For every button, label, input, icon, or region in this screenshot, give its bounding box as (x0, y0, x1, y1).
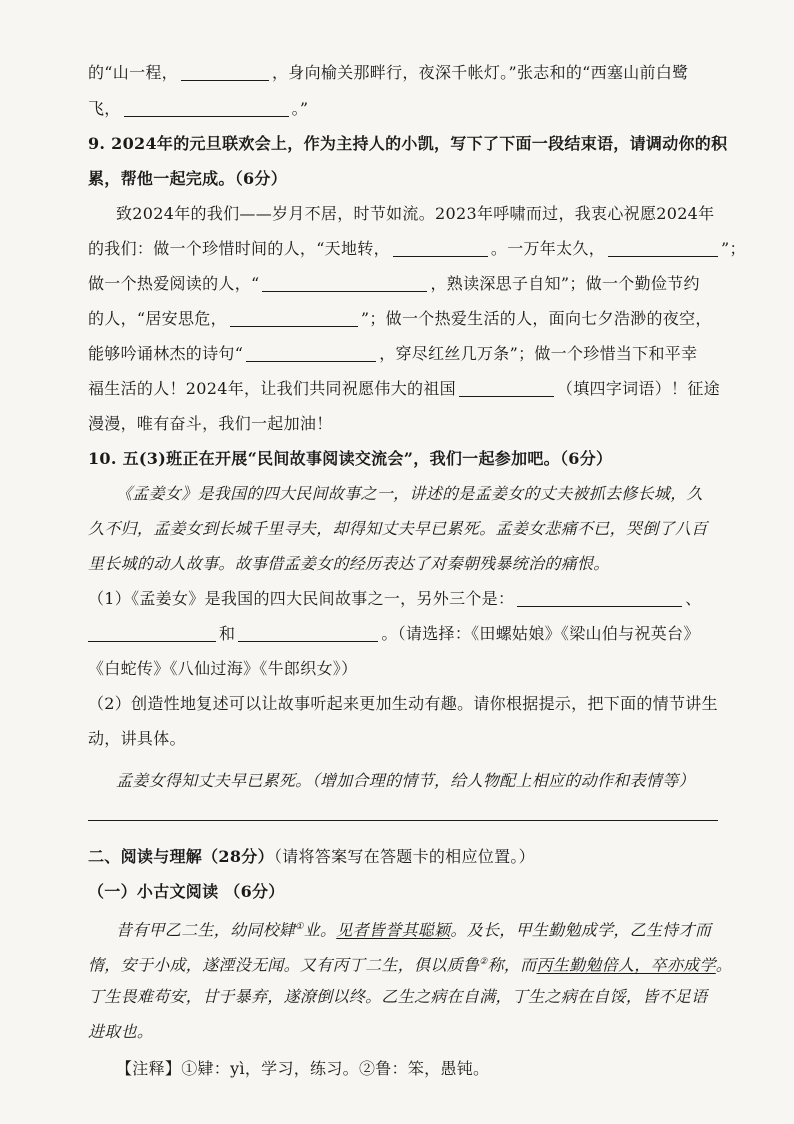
footnote-marker: ① (295, 922, 304, 932)
subsection-heading: （一）小古文阅读 （6分） (88, 882, 285, 901)
q9-paragraph: 致2024年的我们——岁月不居，时节如流。2023年呼啸而过，我衷心祝愿2024年 (116, 204, 715, 223)
story-summary: 里长城的动人故事。故事借孟姜女的经历表达了对秦朝残暴统治的痛恨。 (88, 554, 610, 573)
underlined-sentence: 丙生勤勉倍人，卒亦成学 (536, 955, 716, 975)
text: 。一万年太久， (490, 239, 605, 258)
text: 能够吟诵林杰的诗句“ (88, 344, 244, 363)
q10-heading: 10. 五(3)班正在开展“民间故事阅读交流会”，我们一起参加吧。（6分） (88, 449, 613, 468)
text: ，身向榆关那畔行，夜深千帐灯。”张志和的“西塞山前白鹭 (271, 63, 689, 82)
section-note: （请将答案写在答题卡的相应位置。） (273, 847, 535, 866)
answer-blank[interactable] (238, 625, 378, 642)
q9-line (88, 238, 746, 260)
text: （1）《孟姜女》是我国的四大民间故事之一，另外三个是： (88, 589, 515, 608)
text: 的我们：做一个珍惜时间的人，“天地转， (88, 239, 390, 258)
text: ，熟读深思子自知”；做一个勤俭节约 (430, 274, 700, 293)
underlined-sentence: 见者皆誉其聪颖 (336, 920, 451, 940)
annotation: 【注释】①肄：yì，学习，练习。②鲁：笨，愚钝。 (116, 1059, 490, 1078)
q9-line (88, 343, 728, 365)
answer-line[interactable] (88, 820, 718, 821)
classical-text-line (88, 951, 733, 976)
answer-blank[interactable] (393, 240, 488, 257)
text: 称，而 (487, 955, 537, 975)
q9-heading: 9. 2024年的元旦联欢会上，作为主持人的小凯，写下了下面一段结束语，请调动你的积 (88, 134, 728, 153)
text: 、 (685, 589, 702, 608)
q10-sub1 (88, 588, 728, 610)
text: ”；做一个热爱生活的人，面向七夕浩渺的夜空， (360, 309, 712, 328)
plot-prompt: 孟姜女得知丈夫早已累死。（增加合理的情节，给人物配上相应的动作和表情等） (116, 771, 695, 790)
q10-options: 《白蛇传》《八仙过海》《牛郎织女》） (88, 659, 358, 678)
story-summary: 久不归，孟姜女到长城千里寻夫，却得知丈夫早已累死。孟姜女悲痛不已，哭倒了八百 (88, 519, 708, 538)
answer-blank[interactable] (124, 100, 289, 117)
answer-blank[interactable] (246, 345, 376, 362)
classical-text-line: 丁生畏难苟安，甘于暴弃，遂潦倒以终。乙生之病在自满，丁生之病在自馁，皆不足语 (88, 987, 708, 1006)
text: 。 (715, 955, 733, 975)
text: 福生活的人！2024年，让我们共同祝愿伟大的祖国 (88, 379, 456, 398)
q9-line (88, 308, 728, 330)
classical-text-line: 进取也。 (88, 1022, 154, 1041)
text: ，穿尽红丝几万条”；做一个珍惜当下和平幸 (379, 344, 698, 363)
text: 惰，安于小成，遂湮没无闻。又有丙丁二生，俱以质鲁 (88, 955, 480, 975)
footnote-marker: ② (479, 957, 488, 967)
answer-blank[interactable] (230, 310, 358, 327)
classical-text-line (116, 916, 728, 941)
poem-line-1 (88, 62, 728, 84)
answer-blank[interactable] (262, 275, 427, 292)
text: 的“山一程， (88, 63, 178, 82)
text: 做一个热爱阅读的人，“ (88, 274, 260, 293)
answer-blank[interactable] (608, 240, 718, 257)
q10-sub2-cont: 动，讲具体。 (88, 729, 186, 748)
answer-blank[interactable] (181, 64, 269, 81)
story-summary: 《孟姜女》是我国的四大民间故事之一，讲述的是孟姜女的丈夫被抓去修长城，久 (116, 484, 703, 503)
text: 。（请选择：《田螺姑娘》《梁山伯与祝英台》 (381, 624, 700, 643)
q10-sub1-cont (88, 623, 728, 645)
section-title: 二、阅读与理解（28分） (88, 847, 274, 866)
q9-heading-cont: 累，帮他一起完成。（6分） (88, 169, 288, 188)
text: ”； (721, 239, 746, 258)
poem-line-2 (88, 98, 728, 120)
q9-line: 漫漫，唯有奋斗，我们一起加油！ (88, 414, 333, 433)
answer-blank[interactable] (517, 590, 682, 607)
text: 的人，“居安思危， (88, 309, 227, 328)
text: 飞， (88, 99, 121, 118)
q9-line (88, 273, 728, 295)
text: 。” (291, 99, 309, 118)
section-2-heading (88, 846, 728, 868)
q9-line (88, 378, 728, 400)
text: 业。 (303, 920, 337, 940)
text: 。及长，甲生勤勉成学，乙生恃才而 (450, 920, 712, 940)
answer-blank[interactable] (88, 625, 216, 642)
q10-sub2: （2）创造性地复述可以让故事听起来更加生动有趣。请你根据提示，把下面的情节讲生 (88, 694, 718, 713)
text: 昔有甲乙二生，幼同校肄 (116, 920, 296, 940)
text: 和 (219, 624, 236, 643)
answer-blank[interactable] (459, 380, 554, 397)
text: （填四字词语）！征途 (556, 379, 720, 398)
